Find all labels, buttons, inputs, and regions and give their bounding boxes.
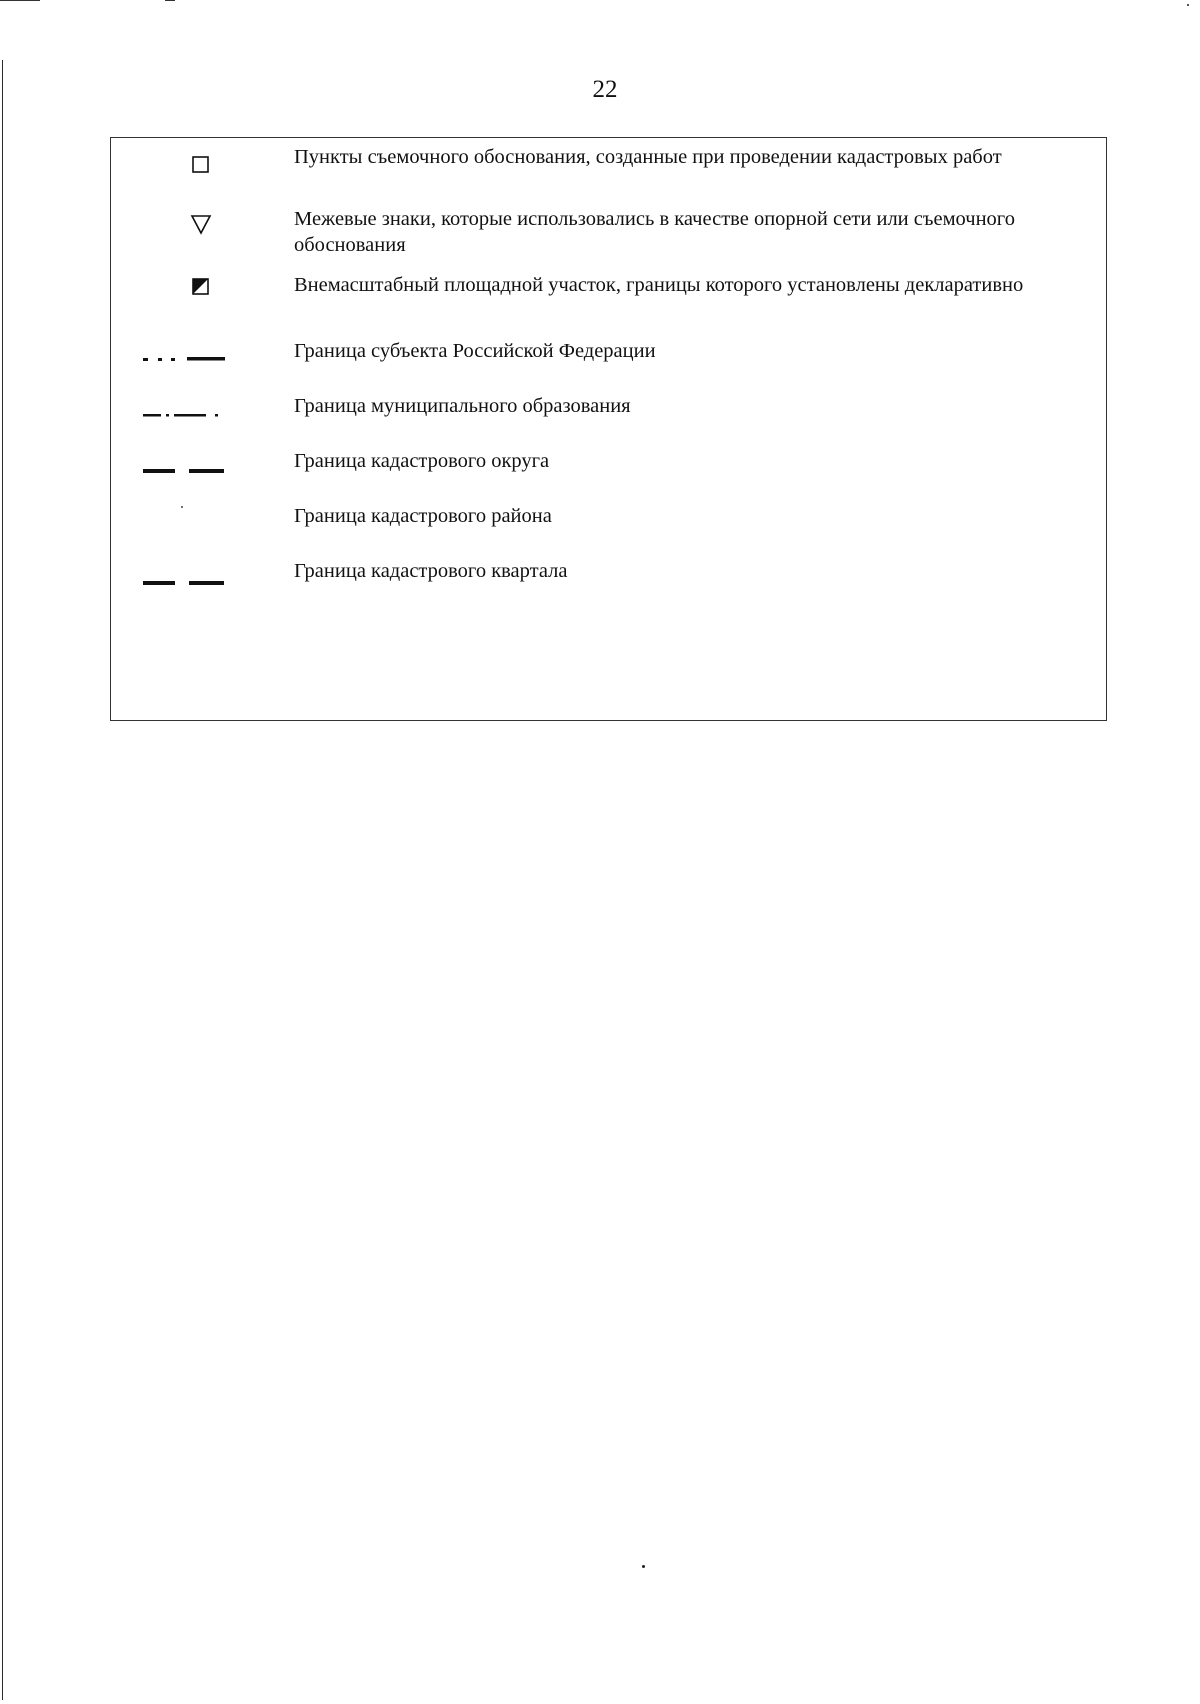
triangle-down-icon	[141, 210, 261, 238]
half-filled-square-icon	[141, 274, 261, 302]
dot-dot-dot-dash-line-icon	[141, 342, 261, 370]
faint-dot-line-icon	[141, 497, 261, 525]
legend-label: Граница кадастрового квартала	[294, 560, 568, 582]
legend-label: Пункты съемочного обоснования, созданные при проведении кадастровых работ	[294, 146, 1002, 168]
legend-label: Граница кадастрового округа	[294, 450, 550, 472]
bold-dashed-line-icon	[141, 452, 261, 480]
legend-label: Граница муниципального образования	[294, 395, 631, 417]
dash-dot-dash-dot-line-icon	[141, 397, 261, 425]
scan-top-mark	[0, 0, 40, 1]
legend-label: Граница кадастрового района	[294, 505, 552, 527]
scan-edge	[2, 60, 3, 1700]
legend-label: Внемасштабный площадной участок, границы которого установлены декларативно	[294, 274, 1024, 296]
bold-dashed-line-icon	[141, 564, 261, 592]
stray-dot	[642, 1565, 645, 1568]
legend-table	[110, 137, 1107, 721]
page-number: 22	[592, 76, 618, 103]
square-outline-icon	[141, 152, 261, 180]
stray-dot	[1187, 4, 1189, 6]
legend-label: Граница субъекта Российской Федерации	[294, 340, 656, 362]
scan-top-mark	[165, 0, 175, 1]
legend-label: Межевые знаки, которые использовались в качестве опорной сети или съемочного обоснования	[294, 208, 1015, 256]
